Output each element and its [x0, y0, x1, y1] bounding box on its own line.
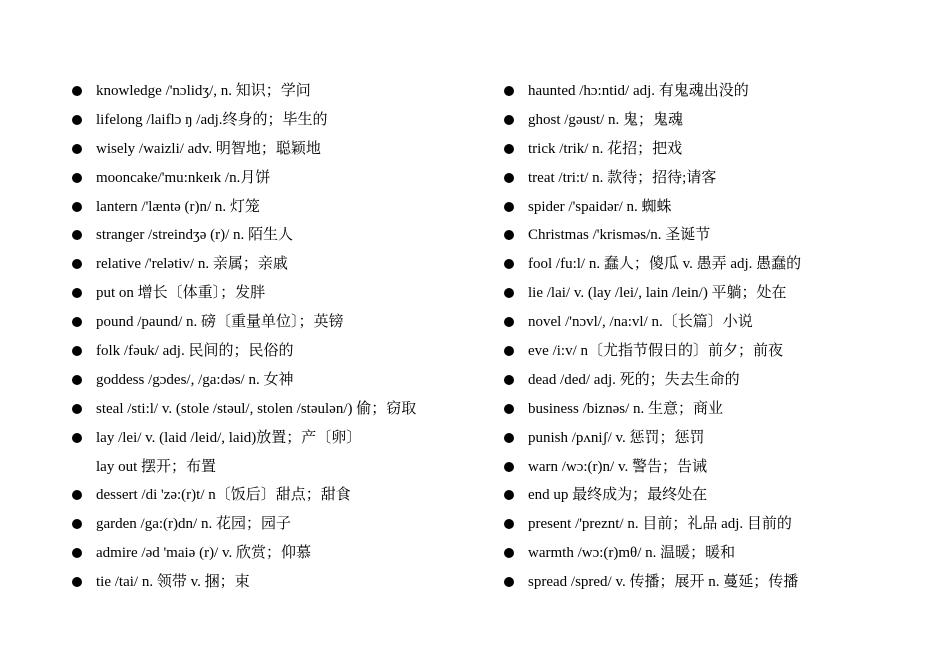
- vocabulary-entry: [72, 481, 492, 510]
- vocabulary-entry-text: garden /ga:(r)dn/ n. 花园；园子: [96, 516, 291, 533]
- vocabulary-entry: [504, 135, 924, 164]
- vocabulary-list-left: [72, 77, 492, 597]
- bullet-icon: [72, 375, 82, 385]
- vocabulary-entry: [504, 106, 924, 135]
- vocabulary-entry-text: treat /tri:t/ n. 款待；招待;请客: [528, 169, 717, 186]
- bullet-icon: [504, 346, 514, 356]
- bullet-icon: [72, 519, 82, 529]
- vocabulary-entry-text: pound /paund/ n. 磅〔重量单位〕；英镑: [96, 314, 344, 331]
- bullet-icon: [504, 86, 514, 96]
- vocabulary-entry: [504, 481, 924, 510]
- vocabulary-entry-text: put on 增长〔体重〕；发胖: [96, 285, 266, 302]
- vocabulary-entry: [72, 539, 492, 568]
- vocabulary-entry: [72, 568, 492, 597]
- vocabulary-entry: [72, 106, 492, 135]
- vocabulary-entry-text: tie /tai/ n. 领带 v. 捆；束: [96, 574, 250, 591]
- vocabulary-entry: [504, 221, 924, 250]
- vocabulary-list-right: [504, 77, 924, 597]
- bullet-icon: [72, 346, 82, 356]
- bullet-icon: [504, 375, 514, 385]
- vocabulary-entry: [72, 164, 492, 193]
- vocabulary-entry: [72, 308, 492, 337]
- vocabulary-entry: [72, 453, 492, 482]
- bullet-icon: [72, 202, 82, 212]
- vocabulary-entry-text: warmth /wɔ:(r)mθ/ n. 温暖；暖和: [528, 545, 736, 562]
- vocabulary-entry-text: mooncake/'mu:nkeɪk /n.月饼: [96, 169, 271, 186]
- vocabulary-entry: [72, 366, 492, 395]
- vocabulary-entry-text: lay out 摆开；布置: [96, 458, 216, 475]
- vocabulary-entry: [504, 308, 924, 337]
- vocabulary-entry: [72, 279, 492, 308]
- vocabulary-entry: [72, 395, 492, 424]
- bullet-icon: [504, 144, 514, 154]
- vocabulary-entry: [504, 395, 924, 424]
- vocabulary-entry-text: lie /lai/ v. (lay /lei/, lain /lein/) 平躺；处在: [528, 285, 787, 302]
- bullet-icon: [72, 548, 82, 558]
- vocabulary-entry: [504, 453, 924, 482]
- bullet-icon: [72, 144, 82, 154]
- bullet-icon: [504, 404, 514, 414]
- bullet-icon: [504, 548, 514, 558]
- vocabulary-entry-text: knowledge /'nɔlidʒ/, n. 知识；学问: [96, 83, 311, 99]
- bullet-icon: [72, 259, 82, 269]
- vocabulary-entry-text: punish /pʌniʃ/ v. 惩罚；惩罚: [528, 429, 705, 446]
- vocabulary-entry-text: fool /fu:l/ n. 蠢人；傻瓜 v. 愚弄 adj. 愚蠢的: [528, 256, 802, 273]
- bullet-icon: [72, 433, 82, 443]
- bullet-icon: [72, 230, 82, 240]
- bullet-icon: [72, 577, 82, 587]
- vocabulary-entry: [72, 250, 492, 279]
- vocabulary-entry: [504, 424, 924, 453]
- vocabulary-entry-text: novel /'nɔvl/, /na:vl/ n.〔长篇〕小说: [528, 314, 753, 331]
- vocabulary-entry-text: lay /lei/ v. (laid /leid/, laid)放置；产〔卵〕: [96, 429, 362, 446]
- vocabulary-entry-text: steal /sti:l/ v. (stole /stəul/, stolen /stəulən/) 偷；窃取: [96, 400, 417, 417]
- vocabulary-entry-text: goddess /gɔdes/, /ga:dəs/ n. 女神: [96, 371, 294, 388]
- vocabulary-entry-text: haunted /hɔ:ntid/ adj. 有鬼魂出没的: [528, 83, 749, 99]
- bullet-icon: [72, 173, 82, 183]
- bullet-icon: [504, 173, 514, 183]
- vocabulary-entry-text: Christmas /'krisməs/n. 圣诞节: [528, 227, 711, 244]
- bullet-icon: [504, 519, 514, 529]
- vocabulary-entry: [504, 568, 924, 597]
- vocabulary-entry: [72, 135, 492, 164]
- vocabulary-entry-text: present /'preznt/ n. 目前；礼品 adj. 目前的: [528, 516, 792, 533]
- vocabulary-entry-text: warn /wɔ:(r)n/ v. 警告；告诫: [528, 458, 707, 475]
- bullet-icon: [72, 115, 82, 125]
- bullet-icon: [72, 404, 82, 414]
- vocabulary-entry: [504, 539, 924, 568]
- vocabulary-entry-text: trick /trik/ n. 花招；把戏: [528, 140, 683, 157]
- vocabulary-entry-text: lifelong /laiflɔ ŋ /adj.终身的；毕生的: [96, 111, 328, 128]
- vocabulary-entry-text: ghost /gəust/ n. 鬼；鬼魂: [528, 111, 684, 128]
- vocabulary-entry-text: dessert /di 'zə:(r)t/ n〔饭后〕甜点；甜食: [96, 487, 351, 504]
- vocabulary-entry: [72, 424, 492, 453]
- vocabulary-entry-text: folk /fəuk/ adj. 民间的；民俗的: [96, 343, 294, 360]
- bullet-icon: [504, 202, 514, 212]
- bullet-icon: [504, 288, 514, 298]
- vocabulary-entry-text: admire /əd 'maiə (r)/ v. 欣赏；仰慕: [96, 545, 312, 562]
- vocabulary-entry-text: lantern /'læntə (r)n/ n. 灯笼: [96, 198, 260, 215]
- vocabulary-entry: [72, 510, 492, 539]
- vocabulary-entry: [504, 250, 924, 279]
- bullet-icon: [504, 577, 514, 587]
- vocabulary-entry-text: relative /'relətiv/ n. 亲属；亲戚: [96, 256, 288, 273]
- bullet-icon: [72, 86, 82, 96]
- vocabulary-entry-text: spider /'spaidər/ n. 蜘蛛: [528, 198, 672, 215]
- vocabulary-entry: [72, 221, 492, 250]
- bullet-icon: [504, 259, 514, 269]
- vocabulary-entry: [504, 279, 924, 308]
- vocabulary-entry: [504, 193, 924, 222]
- bullet-icon: [504, 115, 514, 125]
- bullet-icon: [72, 288, 82, 298]
- vocabulary-entry: [504, 77, 924, 106]
- vocabulary-entry: [504, 337, 924, 366]
- vocabulary-entry-text: business /biznəs/ n. 生意；商业: [528, 400, 723, 417]
- bullet-icon: [504, 230, 514, 240]
- vocabulary-entry: [72, 193, 492, 222]
- bullet-icon: [504, 490, 514, 500]
- bullet-icon: [72, 317, 82, 327]
- vocabulary-entry: [504, 366, 924, 395]
- vocabulary-entry: [504, 164, 924, 193]
- bullet-icon: [72, 490, 82, 500]
- vocabulary-entry-text: dead /ded/ adj. 死的；失去生命的: [528, 371, 740, 388]
- bullet-icon: [504, 317, 514, 327]
- vocabulary-entry: [72, 77, 492, 106]
- vocabulary-entry: [504, 510, 924, 539]
- vocabulary-entry-text: wisely /waizli/ adv. 明智地；聪颖地: [96, 140, 321, 157]
- vocabulary-entry-text: end up 最终成为；最终处在: [528, 487, 708, 504]
- vocabulary-entry-text: eve /i:v/ n〔尤指节假日的〕前夕；前夜: [528, 343, 783, 360]
- bullet-icon: [504, 433, 514, 443]
- bullet-icon: [504, 462, 514, 472]
- vocabulary-entry: [72, 337, 492, 366]
- vocabulary-entry-text: spread /spred/ v. 传播；展开 n. 蔓延；传播: [528, 574, 799, 591]
- vocabulary-entry-text: stranger /streindʒə (r)/ n. 陌生人: [96, 227, 294, 244]
